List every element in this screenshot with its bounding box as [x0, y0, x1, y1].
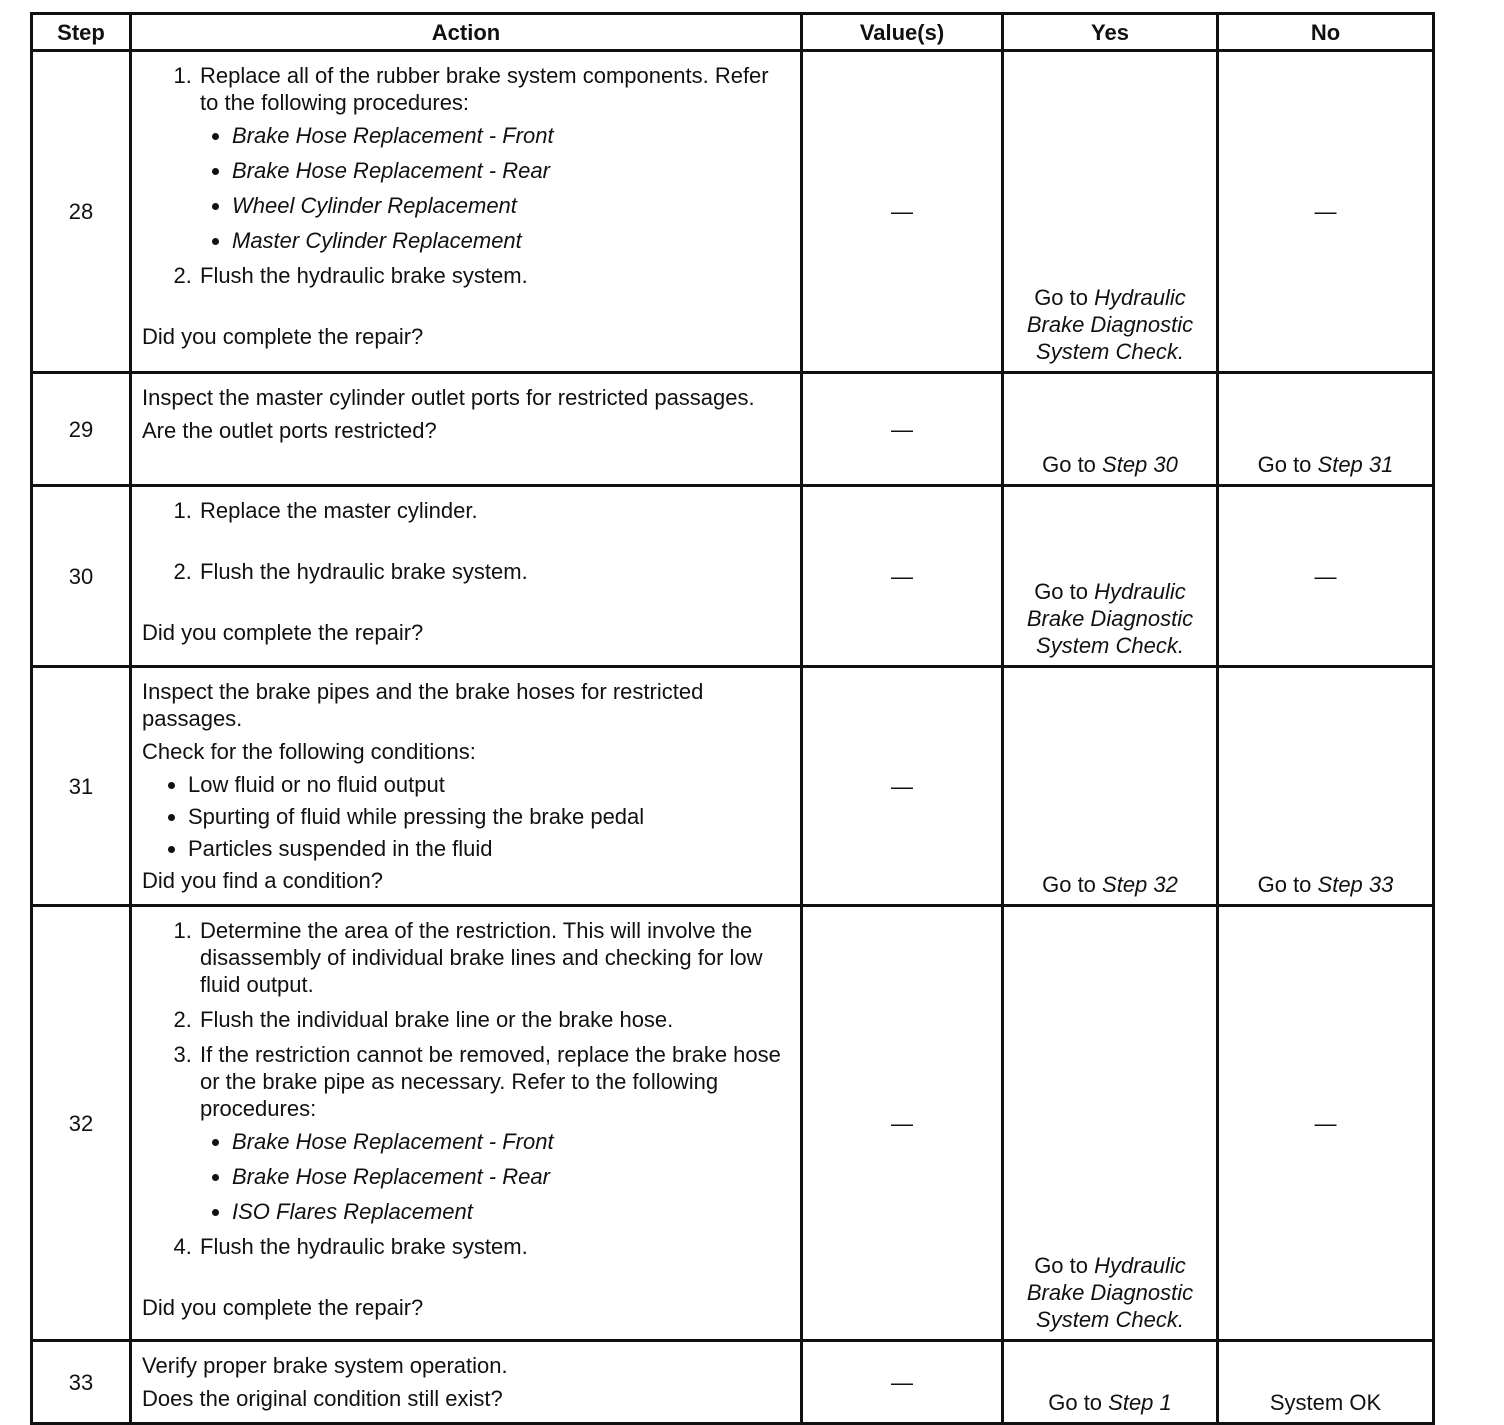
yes-prefix: Go to	[1034, 1253, 1095, 1278]
action-steps-list	[142, 62, 790, 289]
question-text: Are the outlet ports restricted?	[142, 418, 437, 443]
action-step-text: If the restriction cannot be removed, replace the brake hose or the brake pipe as necessary. Refer to the following procedures:	[200, 1042, 781, 1121]
procedure-link[interactable]: • Brake Hose Replacement - Front	[232, 1128, 790, 1155]
action-step-item	[198, 62, 790, 254]
action-step-item: 2. Flush the hydraulic brake system.	[198, 558, 790, 585]
procedure-list	[200, 122, 790, 254]
value-cell: —	[802, 486, 1003, 667]
question-text: Did you complete the repair?	[142, 620, 424, 645]
yes-prefix: Go to	[1042, 452, 1103, 477]
procedure-link[interactable]: • Brake Hose Replacement - Rear	[232, 157, 790, 184]
header-step: Step	[32, 14, 131, 51]
no-link[interactable]: Step 33	[1317, 872, 1394, 897]
action-steps-list	[142, 497, 790, 585]
table-row-step-31	[32, 667, 1434, 906]
yes-prefix: Go to	[1034, 579, 1095, 604]
step-number: 28	[32, 51, 131, 373]
table-row-step-32	[32, 906, 1434, 1341]
table-row-step-29	[32, 373, 1434, 486]
table-row-step-30	[32, 486, 1434, 667]
procedure-link[interactable]: • Wheel Cylinder Replacement	[232, 192, 790, 219]
yes-prefix: Go to	[1034, 285, 1095, 310]
action-cell	[131, 486, 802, 667]
question-text: Did you complete the repair?	[142, 1295, 424, 1320]
no-cell: System OK	[1218, 1341, 1434, 1424]
yes-cell	[1003, 1341, 1218, 1424]
no-cell	[1218, 373, 1434, 486]
question-text: Does the original condition still exist?	[142, 1386, 503, 1411]
step-number: 29	[32, 373, 131, 486]
action-step-text: Replace all of the rubber brake system components. Refer to the following procedures:	[200, 63, 769, 115]
procedure-link[interactable]: • ISO Flares Replacement	[232, 1198, 790, 1225]
check-text: Check for the following conditions:	[142, 739, 476, 764]
action-step-item: 2. Flush the hydraulic brake system.	[198, 262, 790, 289]
action-step-item: 1. Replace the master cylinder.	[198, 497, 790, 524]
no-cell: —	[1218, 906, 1434, 1341]
yes-link[interactable]: Hydraulic Brake Diagnostic System Check.	[1026, 1253, 1194, 1332]
yes-cell	[1003, 51, 1218, 373]
yes-prefix: Go to	[1042, 872, 1103, 897]
header-yes: Yes	[1003, 14, 1218, 51]
yes-link[interactable]: Hydraulic Brake Diagnostic System Check.	[1026, 285, 1194, 364]
action-cell	[131, 667, 802, 906]
yes-link[interactable]: Step 32	[1102, 872, 1178, 897]
yes-link[interactable]: Step 30	[1102, 452, 1178, 477]
yes-cell	[1003, 373, 1218, 486]
value-cell: —	[802, 1341, 1003, 1424]
condition-item: • Low fluid or no fluid output	[188, 771, 790, 798]
action-text: Inspect the brake pipes and the brake hoses for restricted passages.	[142, 679, 704, 731]
no-link[interactable]: Step 31	[1317, 452, 1394, 477]
table-row-step-33	[32, 1341, 1434, 1424]
step-number: 30	[32, 486, 131, 667]
step-number: 31	[32, 667, 131, 906]
condition-item: • Spurting of fluid while pressing the brake pedal	[188, 803, 790, 830]
header-action: Action	[131, 14, 802, 51]
action-steps-list	[142, 917, 790, 1260]
value-cell: —	[802, 51, 1003, 373]
procedure-link[interactable]: • Brake Hose Replacement - Front	[232, 122, 790, 149]
value-cell: —	[802, 906, 1003, 1341]
header-row	[32, 14, 1434, 51]
diagnostic-table	[30, 12, 1435, 1425]
action-cell	[131, 51, 802, 373]
value-cell: —	[802, 373, 1003, 486]
action-step-item: 2. Flush the individual brake line or the brake hose.	[198, 1006, 790, 1033]
no-prefix: Go to	[1257, 452, 1318, 477]
question-text: Did you complete the repair?	[142, 324, 424, 349]
action-text: Verify proper brake system operation.	[142, 1353, 508, 1378]
yes-cell	[1003, 667, 1218, 906]
yes-cell	[1003, 486, 1218, 667]
step-number: 32	[32, 906, 131, 1341]
question-text: Did you find a condition?	[142, 868, 383, 893]
action-cell	[131, 373, 802, 486]
action-cell	[131, 906, 802, 1341]
procedure-link[interactable]: • Brake Hose Replacement - Rear	[232, 1163, 790, 1190]
yes-prefix: Go to	[1048, 1390, 1109, 1415]
yes-cell	[1003, 906, 1218, 1341]
step-number: 33	[32, 1341, 131, 1424]
no-prefix: Go to	[1257, 872, 1318, 897]
procedure-list	[200, 1128, 790, 1225]
value-cell: —	[802, 667, 1003, 906]
header-no: No	[1218, 14, 1434, 51]
no-cell: —	[1218, 51, 1434, 373]
action-cell	[131, 1341, 802, 1424]
action-step-item: 1. Determine the area of the restriction. This will involve the disassembly of individual brake lines and checking for low fluid output.	[198, 917, 790, 998]
no-cell: —	[1218, 486, 1434, 667]
no-cell	[1218, 667, 1434, 906]
header-values: Value(s)	[802, 14, 1003, 51]
action-text: Inspect the master cylinder outlet ports for restricted passages.	[142, 385, 755, 410]
procedure-link[interactable]: • Master Cylinder Replacement	[232, 227, 790, 254]
yes-link[interactable]: Step 1	[1108, 1390, 1172, 1415]
condition-item: • Particles suspended in the fluid	[188, 835, 790, 862]
condition-list	[142, 771, 790, 862]
table-row-step-28	[32, 51, 1434, 373]
yes-link[interactable]: Hydraulic Brake Diagnostic System Check.	[1026, 579, 1194, 658]
action-step-item	[198, 1041, 790, 1225]
action-step-item: 4. Flush the hydraulic brake system.	[198, 1233, 790, 1260]
